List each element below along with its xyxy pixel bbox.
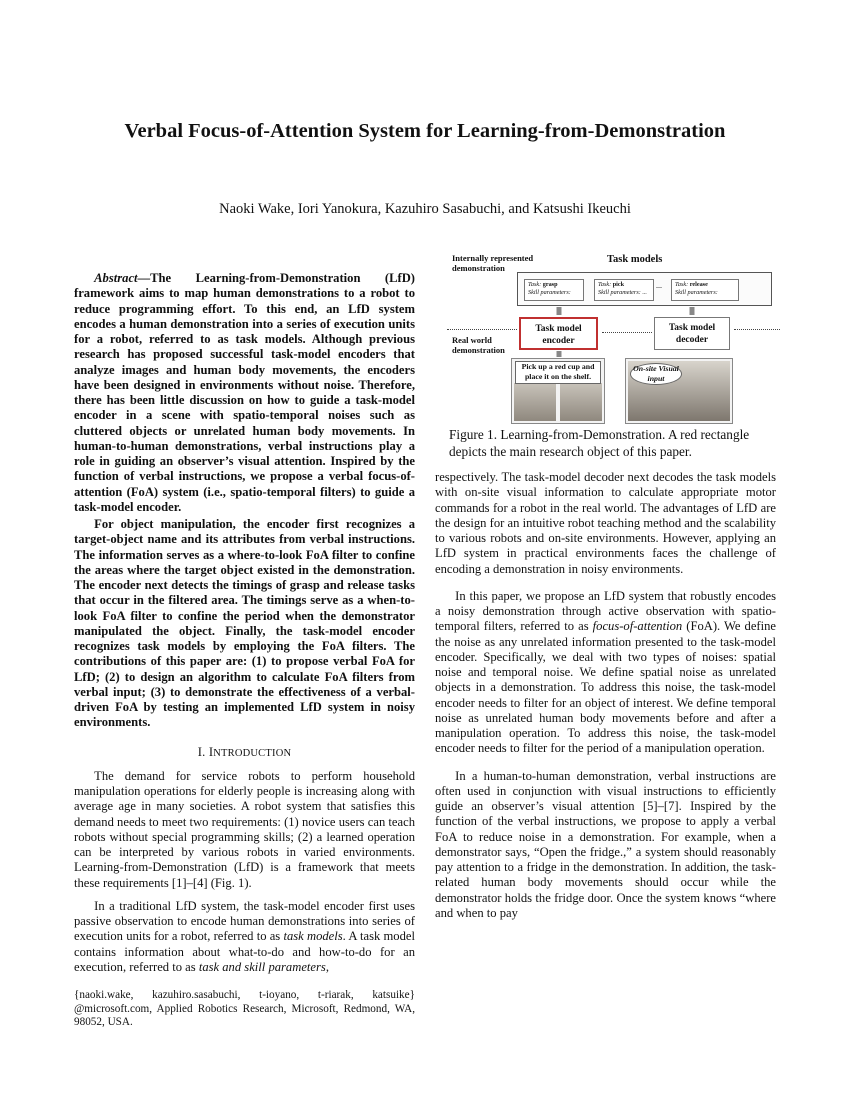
- paper-title: Verbal Focus-of-Attention System for Learning-from-Demonstration: [124, 120, 726, 142]
- intro-p2-emphasis-2: task and skill parameters: [198, 959, 326, 974]
- abstract-text-1: —The Learning-from-Demonstration (LfD) framework aims to map human demonstrations to a robot to reduce programming effort. To this end, an LfD system encodes a human demonstration into a series of execution units for a robot, referred to as task models. Although previous research has proposed successful task-model encoders that analyze images and human body movements, the encoders have been designed in environments without noise. Therefore, there has been little discussion on how to guide a task-model encoder in a scene with spatio-temporal noises such as cluttered objects or unrelated human body movements. In human-to-human demonstrations, verbal instructions play a role in guiding an observer’s visual attention. Inspired by the function of verbal instructions, we propose a verbal focus-of-attention (FoA) system (i.e., spatio-temporal filters) to guide a task-model encoder.: [74, 271, 415, 514]
- demonstration-image-panel: [511, 358, 605, 424]
- abstract-paragraph-2: For object manipulation, the encoder first recognizes a target-object name and its attributes from verbal instructions. The information serves as a where-to-look FoA filter to confine the areas where the target object existed in the demonstration. The encoder next detects the timings of grasp and release tasks that occur in the filtered area. The timings serve as a when-to-look FoA filter to confine the period when the demonstrator manipulated the object. Finally, the task-model encoder recognizes task models by employing the FoA filters. The contributions of this paper are: (1) to propose verbal FoA for LfD; (2) to design an algorithm to calculate FoA filters from verbal input; (3) to demonstrate the effectiveness of a verbal-driven FoA by testing an implemented LfD system in noisy environments.: [74, 517, 415, 730]
- figure-caption: Figure 1. Learning-from-Demonstration. A red rectangle depicts the main research object of this paper.: [449, 427, 750, 459]
- task-models-title: Task models: [607, 254, 663, 265]
- right-column: [435, 470, 776, 921]
- task-prefix: Task:: [675, 281, 689, 288]
- demo-photo-right: [560, 383, 602, 421]
- task-model-decoder-box: Task model decoder: [654, 317, 730, 350]
- task-prefix: Task:: [528, 281, 542, 288]
- right-p2-emphasis: focus-of-attention: [592, 619, 683, 634]
- author-list: Naoki Wake, Iori Yanokura, Kazuhiro Sasabuchi, and Katsushi Ikeuchi: [219, 201, 631, 217]
- intro-p2-part-c: ,: [325, 959, 329, 974]
- task-skill: Skill parameters: ...: [598, 289, 647, 296]
- right-paragraph-1: respectively. The task-model decoder next decodes the task models with on-site visual information to calculate appropriate motor commands for a robot in the real world. The advantages of LfD are the design for an intuitive robot teaching method and the scalability to various robots and on-site environments. However, applying an LfD system in practical environments faces the challenge of encoding a demonstration in noisy environments.: [435, 470, 776, 576]
- onsite-visual-bubble: On-site Visual input: [630, 363, 682, 385]
- demo-photo-left: [514, 383, 556, 421]
- task-name: release: [689, 281, 708, 288]
- onsite-image-panel: [625, 358, 733, 424]
- task-name: grasp: [542, 281, 558, 288]
- left-column: [74, 271, 415, 975]
- section-heading-introduction: [74, 745, 415, 761]
- task-ellipsis: ...: [656, 281, 662, 290]
- right-paragraph-2: [435, 589, 776, 757]
- task-prefix: Task:: [598, 281, 612, 288]
- label-internal-demonstration: Internally represented demonstration: [452, 253, 534, 273]
- section-number: I.: [197, 744, 206, 759]
- label-real-demonstration: Real world demonstration: [452, 335, 505, 355]
- intro-p2-emphasis-1: task models: [283, 929, 343, 944]
- section-title-rest: NTRODUCTION: [213, 747, 292, 759]
- verbal-instruction-bubble: Pick up a red cup and place it on the shelf.: [515, 361, 601, 384]
- intro-paragraph-2: [74, 899, 415, 975]
- abstract-label: Abstract: [94, 271, 138, 285]
- right-paragraph-3: In a human-to-human demonstration, verbal instructions are often used in conjunction with visual instructions to efficiently guide an observer’s visual attention [5]–[7]. Inspired by the function of the verbal instructions, we propose to apply a verbal FoA to reduce noise in a demonstration. For example, when a demonstrator says, “Open the fridge.,” a system should reasonably pay attention to a fridge in the demonstration. In addition, the task-related human body movements should occur while the demonstrator holds the fridge door. Once the system knows “where and when to pay: [435, 768, 776, 920]
- task-skill: Skill parameters:: [528, 289, 571, 296]
- right-p2-part-a: In this paper, we propose an LfD system that robustly encodes a noisy demonstration through active observation with spatio-temporal filters, referred to as: [435, 588, 776, 634]
- figure-1: [447, 247, 782, 425]
- task-model-encoder-box: Task model encoder: [519, 317, 598, 350]
- intro-p2-part-a: In a traditional LfD system, the task-model encoder first uses passive observation to encode human demonstrations into series of execution units for a robot, referred to as: [74, 898, 415, 944]
- footnote: {naoki.wake, kazuhiro.sasabuchi, t-ioyano, t-riarak, katsuike} @microsoft.com, Applied Robotics Research, Microsoft, Redmond, WA, 98052, USA.: [74, 989, 415, 1028]
- abstract-paragraph-1: [74, 271, 415, 515]
- intro-p2-part-b: . A task model contains information about what-to-do and how-to-do for an execution, referred to as: [74, 929, 415, 974]
- right-p2-part-b: (FoA). We define the noise as any unrelated information presented to the task-model encoder. Specifically, we deal with two types of noises: spatial noise and temporal noise. We define spatial noise as unrelated objects in a demonstration. To address this noise, the task-model encoder needs to filter for an object of interest. We define temporal noise as unrelated human body movements before and after a manipulation operation. To address this noise, the task-model encoder needs to filter for the period of a manipulation operation.: [435, 619, 776, 756]
- section-title-initial: I: [208, 744, 214, 759]
- task-skill: Skill parameters:: [675, 289, 718, 296]
- intro-paragraph-1: The demand for service robots to perform household manipulation operations for elderly people is increasing along with average age in many societies. A robot system that satisfies this demand needs to meet two requirements: (1) novice users can teach robots without special programming skills; (2) a learned operation can be interpreted by various robots in varied environments. Learning-from-Demonstration (LfD) is a framework that meets these requirements [1]–[4] (Fig. 1).: [74, 768, 415, 890]
- task-name: pick: [612, 281, 625, 288]
